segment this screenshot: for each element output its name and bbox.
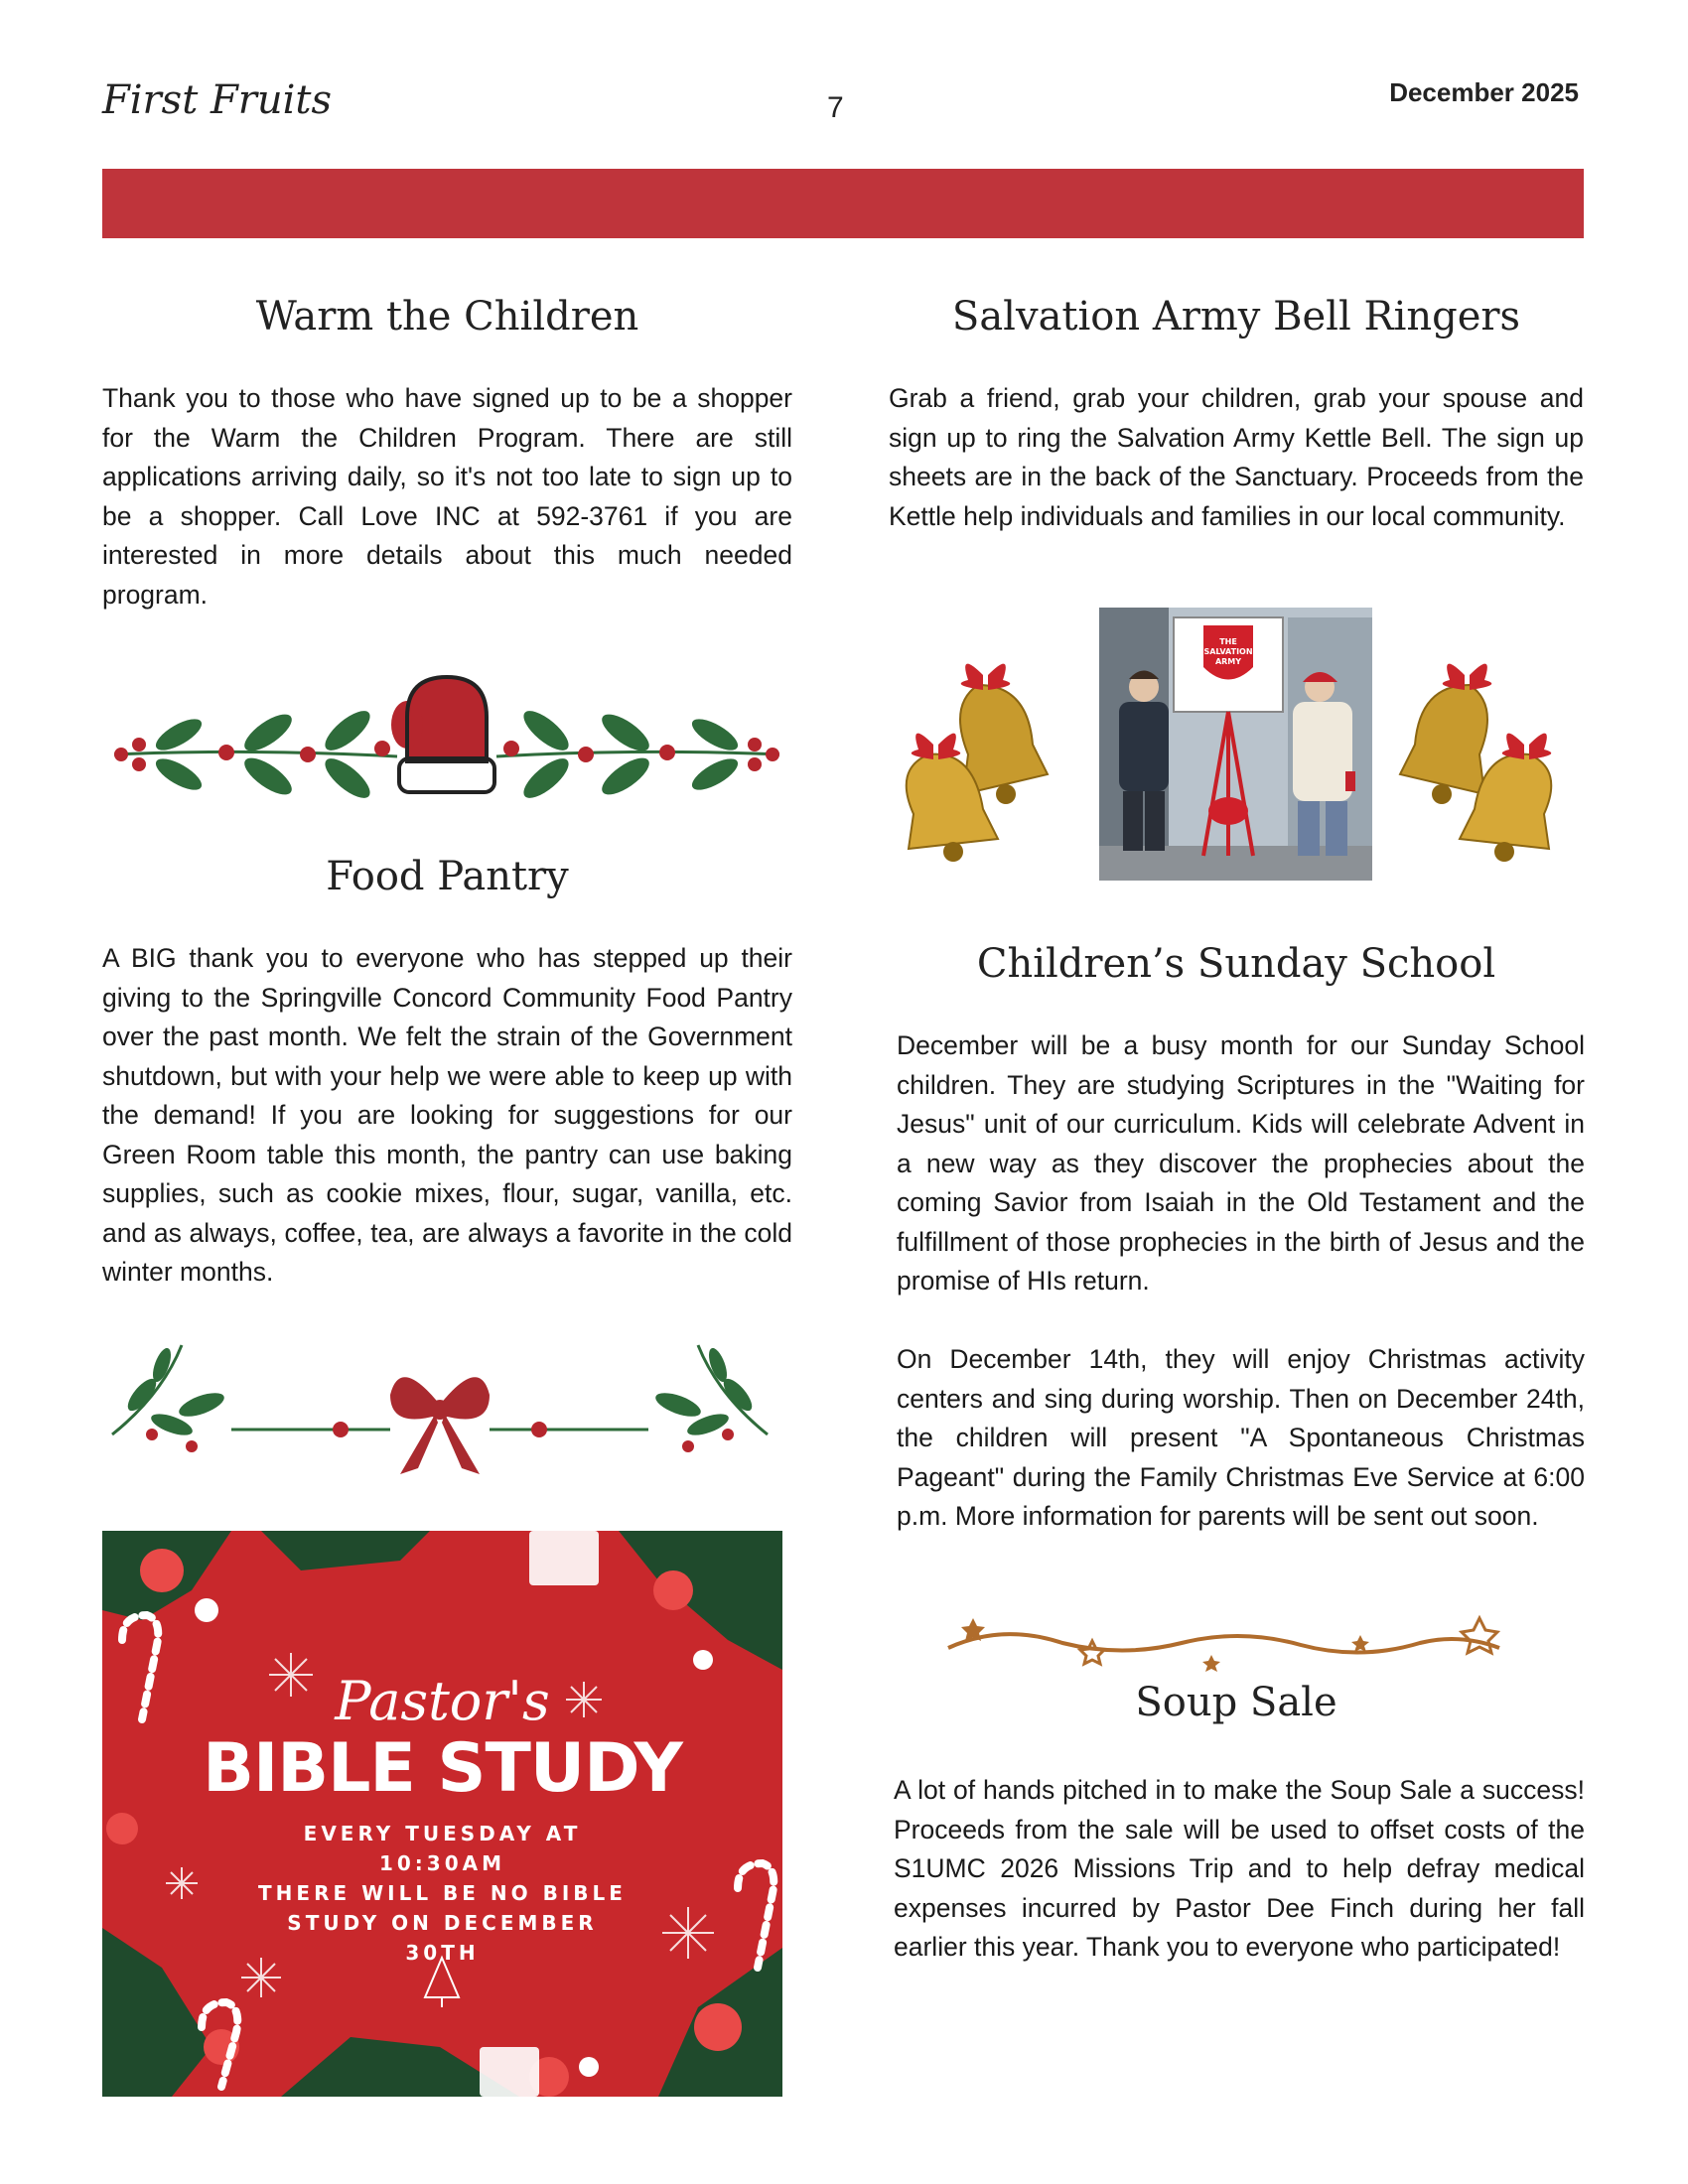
bow-garland-graphic [102,1335,777,1484]
flyer-script-title: Pastor's [335,1670,550,1732]
warm-children-body [102,379,792,614]
sunday-school-paragraph-1: December will be a busy month for our Sunday School children. They are studying Scriptures in the "Waiting for Jesus" unit of our curriculum. Kids will celebrate Advent in a new way as they discover the prophecies about the coming Savior from Isaiah in the Old Testament and the fulfillment of those prophecies in the birth of Jesus and the promise of HIs return. [897,1030,1585,1296]
salvation-army-shield-text [1203,637,1253,667]
warm-children-text: Thank you to those who have signed up to be a shopper for the Warm the Children Program. There are still applications arriving daily, so it's not too late to sign up to be a shopper. Call Love INC at 592-3761 if you are interested in more details about this much needed program. [102,383,792,610]
soup-sale-text: A lot of hands pitched in to make the Soup Sale a success! Proceeds from the sale will be used to offset costs of the S1UMC 2026 Missions Trip and to help defray medical expenses incurred by Pastor Dee Finch during her fall earlier this year. Thank you to everyone who participated! [894,1775,1585,1962]
mitten-icon [391,677,494,792]
flyer-line-5: 30TH [405,1941,480,1965]
header-red-banner [102,169,1584,238]
mitten-garland-graphic [109,667,784,814]
warm-children-heading: Warm the Children [255,294,639,340]
bells-left-graphic [889,645,1057,864]
issue-date: December 2025 [1389,77,1579,107]
sign-line-3: ARMY [1214,657,1242,666]
soup-sale-heading: Soup Sale [1135,1680,1337,1725]
bells-right-graphic [1390,645,1584,864]
sunday-school-body [897,1026,1585,1537]
flyer-line-4: STUDY ON DECEMBER [287,1911,598,1935]
flyer-details [102,1819,782,1968]
bell-ringers-text: Grab a friend, grab your children, grab your spouse and sign up to ring the Salvation Army Kettle Bell. The sign up sheets are in the back of the Sanctuary. Proceeds from the Kettle help individuals and families in our local community. [889,383,1584,531]
food-pantry-body [102,939,792,1293]
bell-ringers-body [889,379,1584,536]
page-number: 7 [827,91,844,124]
bible-study-flyer [102,1531,782,2097]
soup-sale-body [894,1771,1585,1968]
food-pantry-heading: Food Pantry [326,854,569,899]
flyer-line-2: 10:30AM [378,1851,506,1875]
bell-icon [1400,685,1487,804]
swirl-divider-graphic [943,1613,1529,1673]
sign-line-2: SALVATION [1203,647,1253,656]
flyer-title: BIBLE STUDY [203,1729,682,1808]
bow-icon [390,1377,490,1474]
bell-ringers-photo [1099,608,1372,881]
flyer-line-3: THERE WILL BE NO BIBLE [258,1881,627,1905]
food-pantry-text: A BIG thank you to everyone who has stepped up their giving to the Springville Concord Community Food Pantry over the past month. We felt the strain of the Government shutdown, but with your help we were able to keep up with the demand! If you are looking for suggestions for our Green Room table this month, the pantry can use baking supplies, such as cookie mixes, flour, sugar, vanilla, etc. and as always, coffee, tea, are always a favorite in the cold winter months. [102,943,792,1287]
sign-line-1: THE [1219,637,1237,646]
sunday-school-paragraph-2: On December 14th, they will enjoy Christmas activity centers and sing during worship. Then on December 24th, the children will present "A Spontaneous Christmas Pageant" during the Family Christmas Eve Service at 6:00 p.m. More information for parents will be sent out soon. [897,1344,1585,1531]
sunday-school-heading: Children’s Sunday School [976,941,1496,987]
flyer-line-1: EVERY TUESDAY AT [303,1822,582,1845]
masthead-title: First Fruits [102,77,333,123]
bell-ringers-heading: Salvation Army Bell Ringers [951,294,1521,340]
